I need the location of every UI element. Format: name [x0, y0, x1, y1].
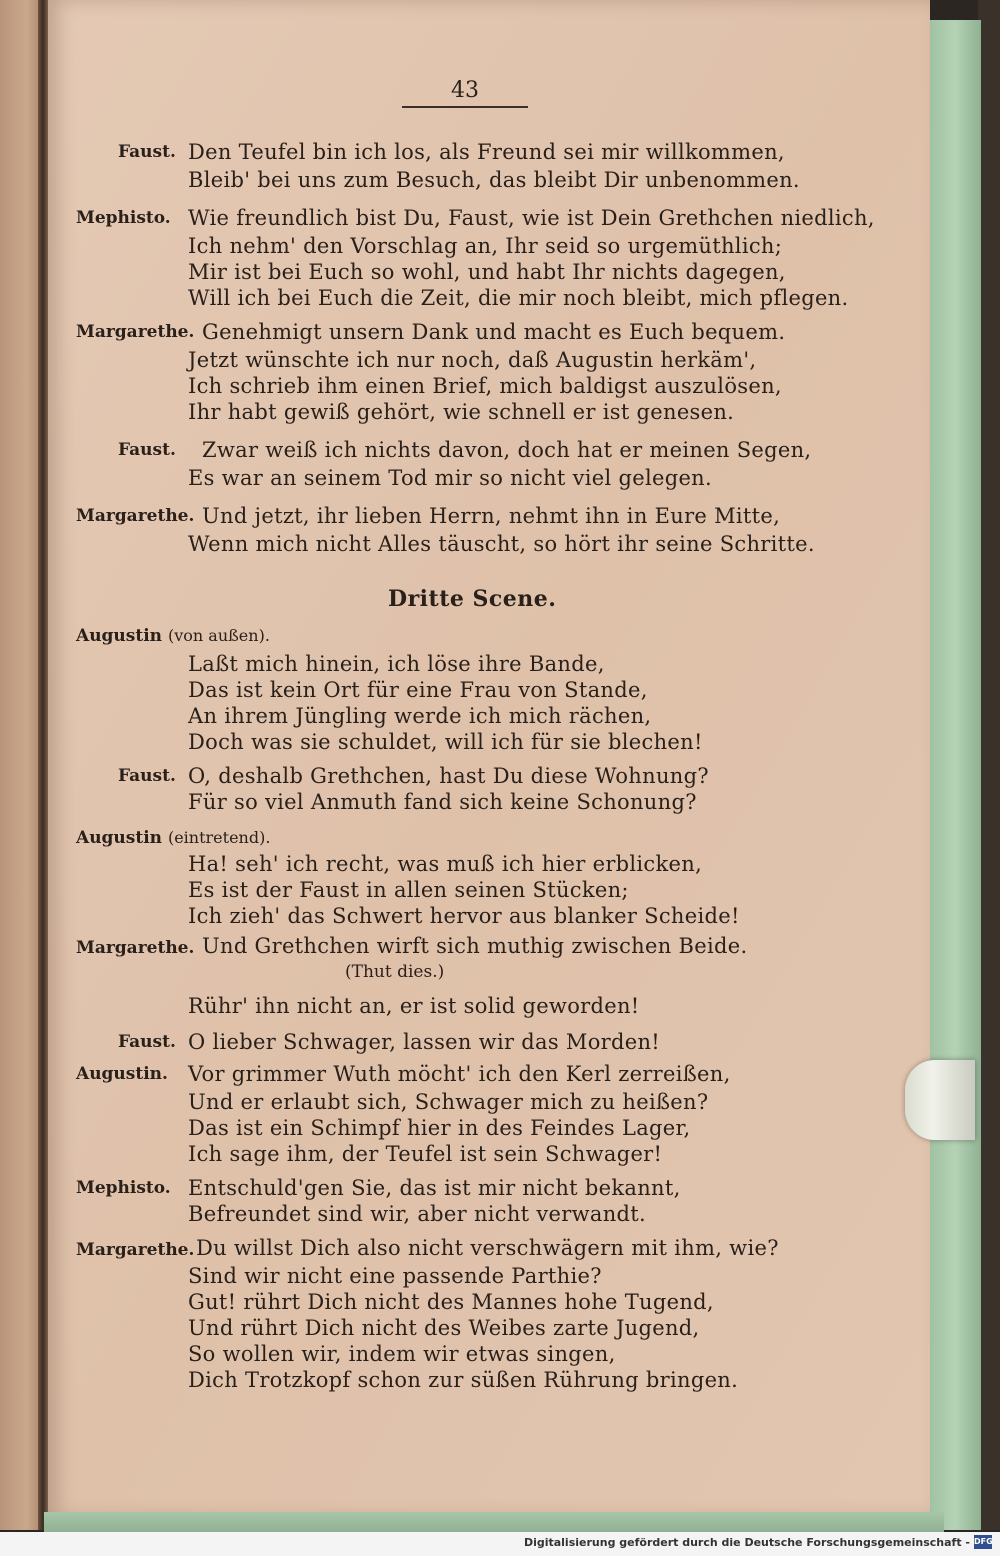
verse-line: Vor grimmer Wuth möcht' ich den Kerl zerreißen,: [188, 1062, 731, 1086]
dfg-logo: DFG: [974, 1535, 992, 1549]
verse-line: Zwar weiß ich nichts davon, doch hat er meinen Segen,: [202, 438, 812, 462]
speaker-label: Margarethe.: [76, 506, 195, 526]
speaker-label: Augustin.: [76, 1064, 168, 1084]
verse-line: Mir ist bei Euch so wohl, und habt Ihr nichts dagegen,: [188, 260, 786, 284]
verse-line: Den Teufel bin ich los, als Freund sei mir willkommen,: [188, 140, 785, 164]
verse-line: Doch was sie schuldet, will ich für sie blechen!: [188, 730, 703, 754]
speaker-label: Margarethe.: [76, 322, 195, 342]
verse-line: Ha! seh' ich recht, was muß ich hier erblicken,: [188, 852, 703, 876]
verse-line: Und jetzt, ihr lieben Herrn, nehmt ihn in Eure Mitte,: [202, 504, 781, 528]
page-number: 43: [451, 78, 479, 103]
funding-credit: Digitalisierung gefördert durch die Deutsche Forschungsgemeinschaft -: [523, 1536, 970, 1549]
verse-line: Und er erlaubt sich, Schwager mich zu heißen?: [188, 1090, 709, 1114]
verse-line: Und Grethchen wirft sich muthig zwischen Beide.: [202, 934, 748, 958]
page-number-rule: [402, 106, 528, 108]
speaker-label: Mephisto.: [76, 208, 171, 228]
verse-line: Bleib' bei uns zum Besuch, das bleibt Dir unbenommen.: [188, 168, 800, 192]
green-cover-edge: [928, 20, 981, 1530]
verse-line: Wie freundlich bist Du, Faust, wie ist Dein Grethchen niedlich,: [188, 206, 875, 230]
speaker-label: Margarethe.: [76, 938, 195, 958]
verse-line: So wollen wir, indem wir etwas singen,: [188, 1342, 616, 1366]
verse-line: Genehmigt unsern Dank und macht es Euch bequem.: [202, 320, 786, 344]
verse-line: Ich nehm' den Vorschlag an, Ihr seid so urgemüthlich;: [188, 234, 783, 258]
green-cover-bottom: [44, 1512, 944, 1534]
verse-line: Ich zieh' das Schwert hervor aus blanker Scheide!: [188, 904, 740, 928]
stage-direction-inline: (eintretend).: [167, 828, 271, 847]
paper-clip: [905, 1060, 975, 1140]
verse-line: Will ich bei Euch die Zeit, die mir noch bleibt, mich pflegen.: [188, 286, 849, 310]
verse-line: Rühr' ihn nicht an, er ist solid geworden!: [188, 994, 640, 1018]
verse-line: O, deshalb Grethchen, hast Du diese Wohnung?: [188, 764, 709, 788]
speaker-label: Margarethe.: [76, 1240, 195, 1260]
verse-line: Du willst Dich also nicht verschwägern mit ihm, wie?: [196, 1236, 779, 1260]
verse-line: Befreundet sind wir, aber nicht verwandt.: [188, 1202, 646, 1226]
verse-line: Es war an seinem Tod mir so nicht viel gelegen.: [188, 466, 712, 490]
verse-line: Ihr habt gewiß gehört, wie schnell er ist genesen.: [188, 400, 735, 424]
speaker-label: [76, 624, 270, 648]
speaker-name: Augustin: [76, 626, 163, 646]
scene-title: Dritte Scene.: [388, 586, 557, 612]
verse-line: Entschuld'gen Sie, das ist mir nicht bekannt,: [188, 1176, 681, 1200]
verse-line: Es ist der Faust in allen seinen Stücken;: [188, 878, 629, 902]
speaker-label: Faust.: [118, 1032, 176, 1052]
stage-direction-inline: (von außen).: [167, 626, 270, 645]
verse-line: Für so viel Anmuth fand sich keine Schonung?: [188, 790, 697, 814]
verse-line: Dich Trotzkopf schon zur süßen Rührung bringen.: [188, 1368, 739, 1392]
speaker-label: [76, 826, 270, 850]
verse-line: Das ist ein Schimpf hier in des Feindes Lager,: [188, 1116, 691, 1140]
speaker-name: Augustin: [76, 828, 163, 848]
verse-line: Ich schrieb ihm einen Brief, mich baldigst auszulösen,: [188, 374, 782, 398]
verse-line: Und rührt Dich nicht des Weibes zarte Jugend,: [188, 1316, 700, 1340]
background-edge: [978, 0, 1000, 1530]
speaker-label: Faust.: [118, 142, 176, 162]
verse-line: O lieber Schwager, lassen wir das Morden!: [188, 1030, 661, 1054]
book-gutter: [38, 0, 48, 1530]
verse-line: Ich sage ihm, der Teufel ist sein Schwager!: [188, 1142, 663, 1166]
stage-direction: (Thut dies.): [345, 962, 445, 982]
speaker-label: Mephisto.: [76, 1178, 171, 1198]
verse-line: Sind wir nicht eine passende Parthie?: [188, 1264, 602, 1288]
speaker-label: Faust.: [118, 766, 176, 786]
verse-line: Gut! rührt Dich nicht des Mannes hohe Tugend,: [188, 1290, 714, 1314]
verse-line: Das ist kein Ort für eine Frau von Stande,: [188, 678, 648, 702]
verse-line: Wenn mich nicht Alles täuscht, so hört ihr seine Schritte.: [188, 532, 815, 556]
verse-line: Jetzt wünschte ich nur noch, daß Augustin herkäm',: [188, 348, 757, 372]
verse-line: An ihrem Jüngling werde ich mich rächen,: [188, 704, 652, 728]
speaker-label: Faust.: [118, 440, 176, 460]
verse-line: Laßt mich hinein, ich löse ihre Bande,: [188, 652, 605, 676]
